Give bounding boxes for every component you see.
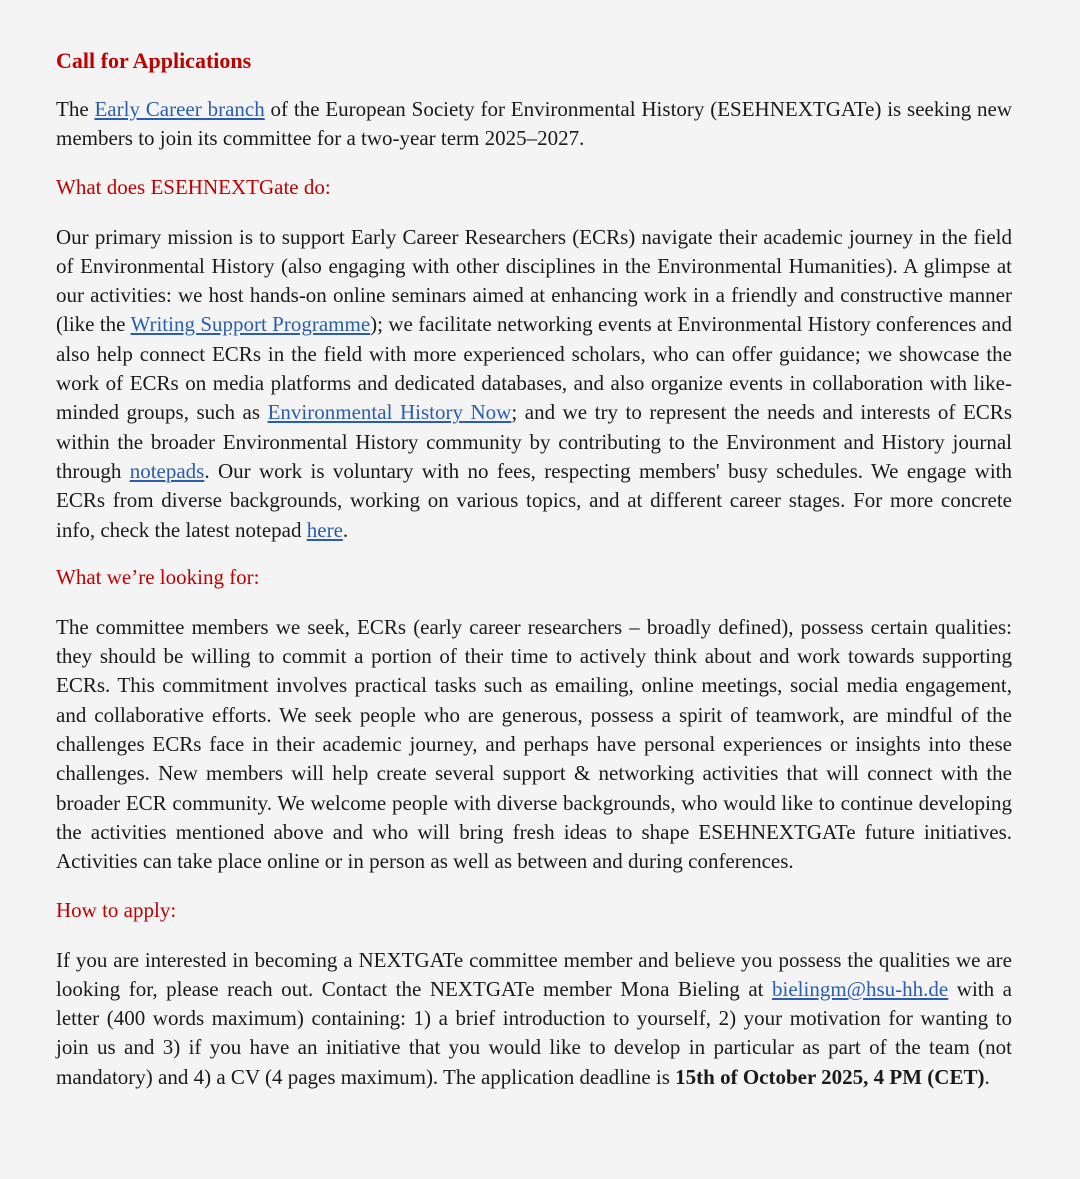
apply-text-1: If you are interested in becoming a NEXTGATe committee member and believe you possess the qualities we are looking for, please reach out. Contact the NEXTGATe member Mona Bieling at xyxy=(56,947,1012,1001)
mission-paragraph xyxy=(56,223,1012,545)
page-title: Call for Applications xyxy=(56,48,252,73)
mission-text-3: ; and we try to represent the needs and interests of ECRs within the broader Environmental History community by contributing to the Environment and History journal through xyxy=(56,400,1012,483)
mission-text-2: ); we facilitate networking events at Environmental History conferences and also help connect ECRs in the field with more experienced scholars, who can offer guidance; we showcase the work of ECRs on media platforms and dedicated databases, and also organize events in collaboration with like-minded groups, such as xyxy=(56,312,1012,425)
early-career-branch-link[interactable]: Early Career branch xyxy=(94,97,265,121)
application-deadline: 15th of October 2025, 4 PM (CET) xyxy=(675,1064,985,1089)
mission-text-5: . xyxy=(342,517,349,542)
how-to-apply-paragraph xyxy=(56,946,1012,1092)
mission-text-4: . Our work is voluntary with no fees, respecting members' busy schedules. We engage with ECRs from diverse backgrounds, working on various topics, and at different career stages. For more concrete info, check the latest notepad xyxy=(56,458,1012,542)
mission-text-1: Our primary mission is to support Early Career Researchers (ECRs) navigate their academic journey in the field of Environmental History (also engaging with other disciplines in the Environmental Humanities). A glimpse at our activities: we host hands-on online seminars aimed at enhancing work in a friendly and constructive manner (like the xyxy=(56,224,1012,337)
writing-support-programme-link[interactable]: Writing Support Programme xyxy=(130,312,371,337)
intro-paragraph xyxy=(56,95,1012,154)
section-heading-what-does: What does ESEHNEXTGate do: xyxy=(56,174,331,199)
intro-text-end: of the European Society for Environmental History (ESEHNEXTGATe) is seeking new members to join its committee for a two-year term 2025–2027. xyxy=(56,97,1013,151)
section-heading-how-to-apply: How to apply: xyxy=(56,897,177,922)
intro-text-start: The xyxy=(56,97,95,121)
apply-text-3: . xyxy=(984,1064,990,1089)
environmental-history-now-link[interactable]: Environmental History Now xyxy=(267,400,512,425)
notepads-link[interactable]: notepads xyxy=(129,458,205,483)
latest-notepad-here-link[interactable]: here xyxy=(306,517,343,542)
section-heading-looking-for: What we’re looking for: xyxy=(56,564,260,589)
apply-text-2: with a letter (400 words maximum) containing: 1) a brief introduction to yourself, 2) your motivation for wanting to join us and 3) if you have an initiative that you would like to develop in particular as part of the team (not mandatory) and 4) a CV (4 pages maximum). The application deadline is xyxy=(56,976,1012,1089)
looking-for-paragraph: The committee members we seek, ECRs (early career researchers – broadly defined), possess certain qualities: they should be willing to commit a portion of their time to actively think about and work towards supporting ECRs. This commitment involves practical tasks such as emailing, online meetings, social media engagement, and collaborative efforts. We seek people who are generous, possess a spirit of teamwork, are mindful of the challenges ECRs face in their academic journey, and perhaps have personal experiences or insights into these challenges. New members will help create several support & networking activities that will connect with the broader ECR community. We welcome people with diverse backgrounds, who would like to continue developing the activities mentioned above and who will bring fresh ideas to shape ESEHNEXTGATe future initiatives. Activities can take place online or in person as well as between and during conferences. xyxy=(56,614,1012,874)
contact-email-link[interactable]: bielingm@hsu-hh.de xyxy=(772,976,949,1001)
